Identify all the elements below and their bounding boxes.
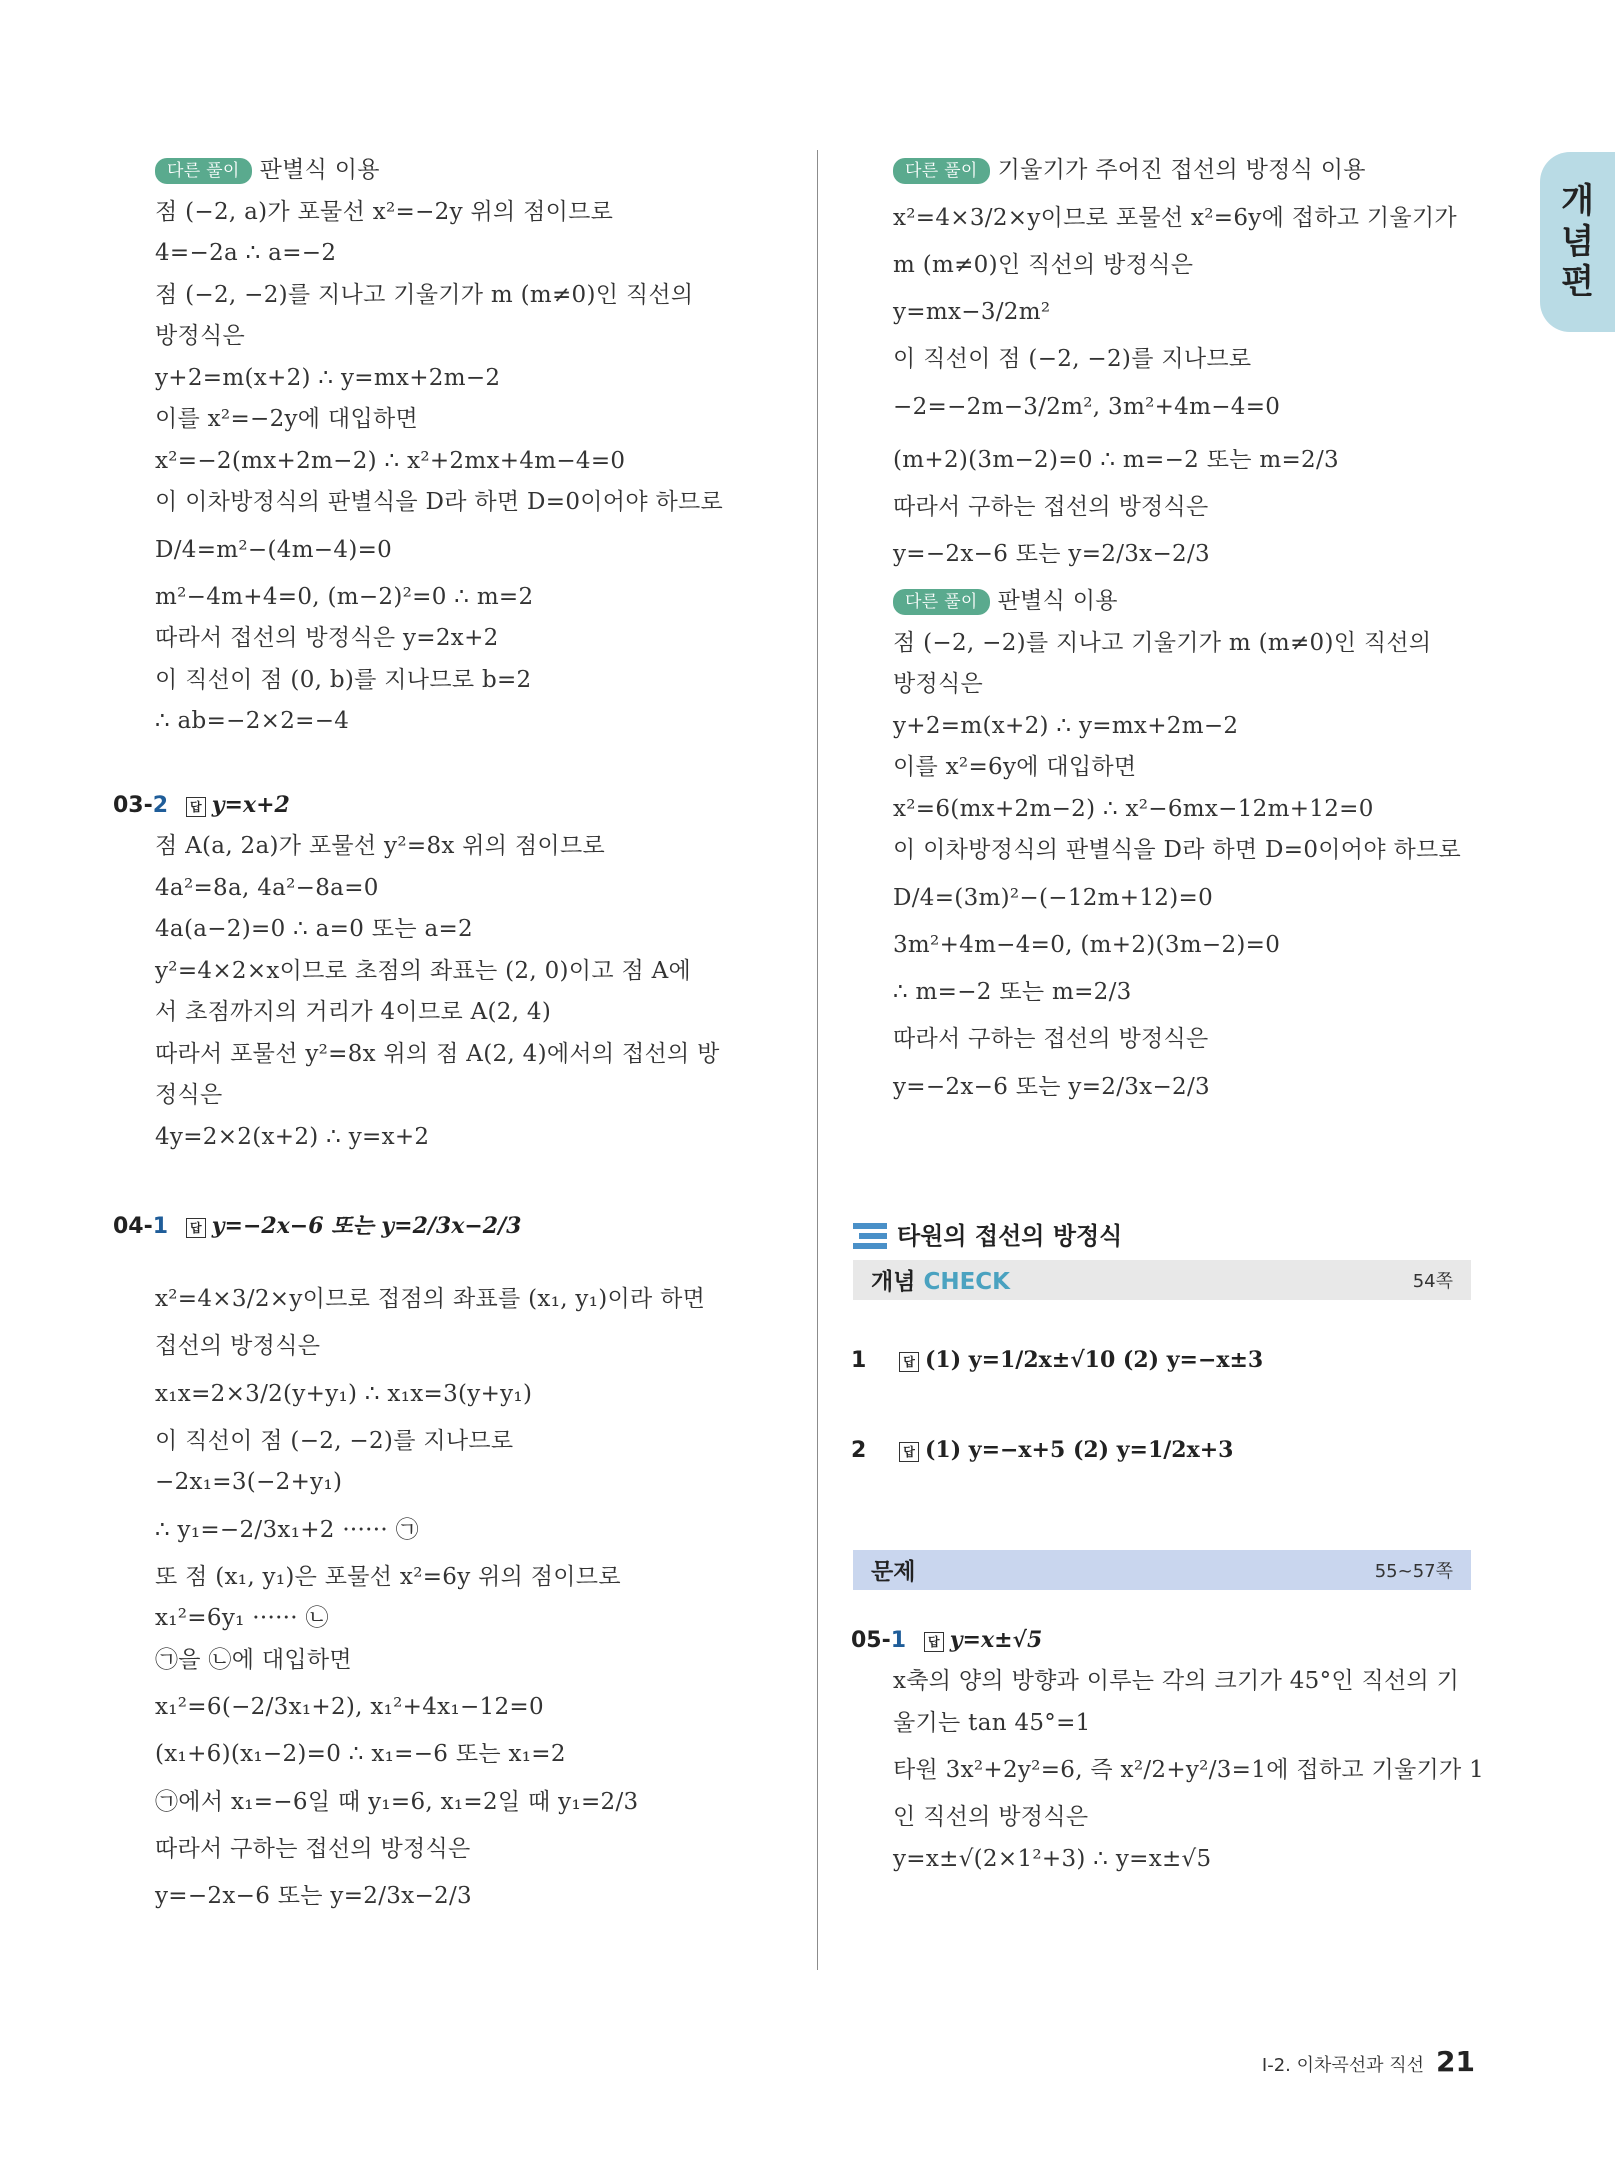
solution-line: x²=4×3/2×y이므로 접점의 좌표를 (x₁, y₁)이라 하면 bbox=[155, 1286, 706, 1312]
check-answer-item bbox=[851, 1420, 1483, 1480]
solution-line: ∴ y₁=−2/3x₁+2 ······ ㉠ bbox=[155, 1516, 419, 1543]
section-heading bbox=[853, 1212, 1483, 1260]
solution-line: 점 (−2, −2)를 지나고 기울기가 m (m≠0)인 직선의 bbox=[155, 281, 694, 308]
concept-check-bar bbox=[853, 1260, 1471, 1300]
spacer bbox=[155, 1253, 795, 1273]
section-number-icon bbox=[853, 1223, 887, 1249]
solution-line: x²=−2(mx+2m−2) ∴ x²+2mx+4m−4=0 bbox=[155, 447, 626, 474]
alt-solution-badge: 다른 풀이 bbox=[893, 589, 990, 615]
solution-line: x²=6(mx+2m−2) ∴ x²−6mx−12m+12=0 bbox=[893, 795, 1374, 822]
solution-line: −2x₁=3(−2+y₁) bbox=[155, 1469, 343, 1495]
check-item-number: 2 bbox=[851, 1437, 867, 1463]
problem-answer bbox=[186, 792, 290, 818]
solution-line: y=−2x−6 또는 y=2/3x−2/3 bbox=[893, 541, 1210, 567]
alt-solution-title: 판별식 이용 bbox=[259, 157, 380, 183]
section-tab-char: 개 bbox=[1561, 180, 1594, 221]
problem-answer bbox=[186, 1213, 522, 1239]
solution-line: 방정식은 bbox=[155, 323, 246, 349]
solution-line: m²−4m+4=0, (m−2)²=0 ∴ m=2 bbox=[155, 583, 534, 610]
problem-header bbox=[113, 785, 795, 827]
solution-line: D/4=m²−(4m−4)=0 bbox=[155, 536, 393, 563]
spacer bbox=[893, 1114, 1483, 1212]
solution-line: x₁²=6y₁ ······ ㉡ bbox=[155, 1605, 329, 1631]
spacer bbox=[155, 743, 795, 785]
concept-check-page: 54쪽 bbox=[1412, 1270, 1453, 1292]
alt-solution-title: 판별식 이용 bbox=[997, 588, 1118, 614]
solution-line: ㉠을 ㉡에 대입하면 bbox=[155, 1646, 352, 1673]
alt-solution-header bbox=[893, 581, 1483, 623]
answer-icon: 답 bbox=[186, 1218, 206, 1238]
problem-answer bbox=[924, 1627, 1043, 1653]
solution-line: y=−2x−6 또는 y=2/3x−2/3 bbox=[893, 1073, 1210, 1100]
solution-line: 3m²+4m−4=0, (m+2)(3m−2)=0 bbox=[893, 931, 1281, 958]
solution-line: y=−2x−6 또는 y=2/3x−2/3 bbox=[155, 1883, 472, 1909]
solution-line: 타원 3x²+2y²=6, 즉 x²/2+y²/3=1에 접하고 기울기가 1 bbox=[893, 1757, 1485, 1783]
spacer bbox=[155, 1158, 795, 1200]
left-column bbox=[113, 150, 795, 1923]
solution-line: x²=4×3/2×y이므로 포물선 x²=6y에 접하고 기울기가 bbox=[893, 204, 1457, 231]
solution-line: ∴ m=−2 또는 m=2/3 bbox=[893, 979, 1132, 1005]
problems-page: 55~57쪽 bbox=[1374, 1560, 1453, 1582]
spacer bbox=[893, 1300, 1483, 1330]
check-item-answer: (1) y=−x+5 (2) y=1/2x+3 bbox=[925, 1436, 1234, 1463]
check-item-answer: (1) y=1/2x±√10 (2) y=−x±3 bbox=[925, 1346, 1264, 1373]
chapter-label: Ⅰ-2. 이차곡선과 직선 bbox=[1261, 2055, 1425, 2076]
solution-line: 접선의 방정식은 bbox=[155, 1333, 321, 1359]
answer-text: y=x±√5 bbox=[949, 1626, 1043, 1653]
solution-line: 4a(a−2)=0 ∴ a=0 또는 a=2 bbox=[155, 916, 473, 942]
answer-text: y=−2x−6 또는 y=2/3x−2/3 bbox=[211, 1213, 522, 1239]
check-answer-item bbox=[851, 1330, 1483, 1390]
problems-label: 문제 bbox=[871, 1559, 916, 1585]
solution-line: −2=−2m−3/2m², 3m²+4m−4=0 bbox=[893, 393, 1281, 420]
solution-line: y+2=m(x+2) ∴ y=mx+2m−2 bbox=[893, 712, 1239, 739]
problem-header bbox=[113, 1200, 795, 1253]
alt-solution-title: 기울기가 주어진 접선의 방정식 이용 bbox=[997, 157, 1366, 183]
answer-icon: 답 bbox=[899, 1352, 919, 1372]
problem-number: 05- bbox=[851, 1627, 891, 1653]
page-number: 21 bbox=[1436, 2045, 1475, 2078]
answer-icon: 답 bbox=[924, 1632, 944, 1652]
answer-icon: 답 bbox=[899, 1442, 919, 1462]
solution-line: 이 직선이 점 (−2, −2)를 지나므로 bbox=[155, 1427, 514, 1454]
solution-line: x₁x=2×3/2(y+y₁) ∴ x₁x=3(y+y₁) bbox=[155, 1380, 533, 1407]
solution-line: 점 (−2, a)가 포물선 x²=−2y 위의 점이므로 bbox=[155, 198, 614, 225]
problem-number-suffix: 1 bbox=[890, 1627, 907, 1653]
solution-line: 울기는 tan 45°=1 bbox=[893, 1709, 1091, 1736]
solution-line: 따라서 접선의 방정식은 y=2x+2 bbox=[155, 625, 499, 651]
solution-line: 따라서 포물선 y²=8x 위의 점 A(2, 4)에서의 접선의 방 bbox=[155, 1040, 720, 1067]
solution-line: D/4=(3m)²−(−12m+12)=0 bbox=[893, 884, 1214, 911]
alt-solution-header bbox=[155, 150, 795, 192]
section-tab-char: 편 bbox=[1561, 262, 1594, 303]
section-title: 타원의 접선의 방정식 bbox=[897, 1221, 1123, 1250]
solution-line: 이 직선이 점 (−2, −2)를 지나므로 bbox=[893, 346, 1252, 372]
solution-line: 점 (−2, −2)를 지나고 기울기가 m (m≠0)인 직선의 bbox=[893, 629, 1432, 656]
problem-number-suffix: 2 bbox=[152, 792, 169, 818]
solution-line: m (m≠0)인 직선의 방정식은 bbox=[893, 251, 1194, 278]
solution-line: 인 직선의 방정식은 bbox=[893, 1804, 1089, 1830]
solution-line: 이를 x²=−2y에 대입하면 bbox=[155, 406, 419, 432]
answer-text: y=x+2 bbox=[211, 791, 290, 818]
alt-solution-badge: 다른 풀이 bbox=[155, 158, 252, 184]
solution-line: 방정식은 bbox=[893, 671, 984, 697]
solution-line: 정식은 bbox=[155, 1082, 223, 1108]
solution-line: 4y=2×2(x+2) ∴ y=x+2 bbox=[155, 1123, 430, 1150]
solution-line: y²=4×2×x이므로 초점의 좌표는 (2, 0)이고 점 A에 bbox=[155, 957, 691, 984]
concept-check-label bbox=[871, 1263, 1010, 1296]
page-footer bbox=[1262, 2045, 1475, 2078]
alt-solution-header bbox=[893, 150, 1483, 192]
spacer bbox=[893, 1390, 1483, 1420]
solution-line: y+2=m(x+2) ∴ y=mx+2m−2 bbox=[155, 364, 501, 391]
spacer bbox=[893, 1590, 1483, 1620]
section-tab bbox=[1540, 152, 1615, 332]
solution-line: (x₁+6)(x₁−2)=0 ∴ x₁=−6 또는 x₁=2 bbox=[155, 1741, 566, 1767]
spacer bbox=[893, 1480, 1483, 1550]
problem-number: 04- bbox=[113, 1214, 153, 1239]
solution-line: ∴ ab=−2×2=−4 bbox=[155, 708, 350, 734]
problem-number-suffix: 1 bbox=[152, 1214, 169, 1239]
concept-check-label-a: 개념 bbox=[871, 1269, 916, 1295]
solution-line: 4=−2a ∴ a=−2 bbox=[155, 240, 337, 266]
solution-line: 이 이차방정식의 판별식을 D라 하면 D=0이어야 하므로 bbox=[155, 489, 724, 515]
concept-check-label-b: CHECK bbox=[923, 1269, 1010, 1295]
solution-line: (m+2)(3m−2)=0 ∴ m=−2 또는 m=2/3 bbox=[893, 446, 1339, 473]
solution-line: ㉠에서 x₁=−6일 때 y₁=6, x₁=2일 때 y₁=2/3 bbox=[155, 1788, 639, 1815]
solution-line: 서 초점까지의 거리가 4이므로 A(2, 4) bbox=[155, 999, 552, 1025]
alt-solution-badge: 다른 풀이 bbox=[893, 158, 990, 184]
solution-line: 따라서 구하는 접선의 방정식은 bbox=[155, 1835, 471, 1862]
section-tab-char: 념 bbox=[1561, 221, 1594, 262]
solution-line: 점 A(a, 2a)가 포물선 y²=8x 위의 점이므로 bbox=[155, 833, 605, 859]
solution-line: y=x±√(2×1²+3) ∴ y=x±√5 bbox=[893, 1845, 1212, 1872]
solution-line: 이를 x²=6y에 대입하면 bbox=[893, 754, 1137, 780]
problem-number: 03- bbox=[113, 792, 153, 818]
check-item-number: 1 bbox=[851, 1347, 867, 1373]
solution-line: 따라서 구하는 접선의 방정식은 bbox=[893, 1026, 1209, 1052]
solution-line: 4a²=8a, 4a²−8a=0 bbox=[155, 874, 379, 901]
solution-line: y=mx−3/2m² bbox=[893, 299, 1051, 325]
column-divider bbox=[817, 150, 818, 1970]
solution-line: x축의 양의 방향과 이루는 각의 크기가 45°인 직선의 기 bbox=[893, 1668, 1460, 1694]
solution-line: 이 직선이 점 (0, b)를 지나므로 b=2 bbox=[155, 666, 532, 693]
problems-bar bbox=[853, 1550, 1471, 1590]
solution-line: 이 이차방정식의 판별식을 D라 하면 D=0이어야 하므로 bbox=[893, 837, 1462, 863]
solution-line: 따라서 구하는 접선의 방정식은 bbox=[893, 493, 1209, 520]
solution-line: x₁²=6(−2/3x₁+2), x₁²+4x₁−12=0 bbox=[155, 1694, 544, 1720]
problem-header bbox=[851, 1620, 1483, 1662]
solution-line: 또 점 (x₁, y₁)은 포물선 x²=6y 위의 점이므로 bbox=[155, 1563, 621, 1590]
answer-icon: 답 bbox=[186, 797, 206, 817]
right-column bbox=[851, 150, 1485, 1880]
